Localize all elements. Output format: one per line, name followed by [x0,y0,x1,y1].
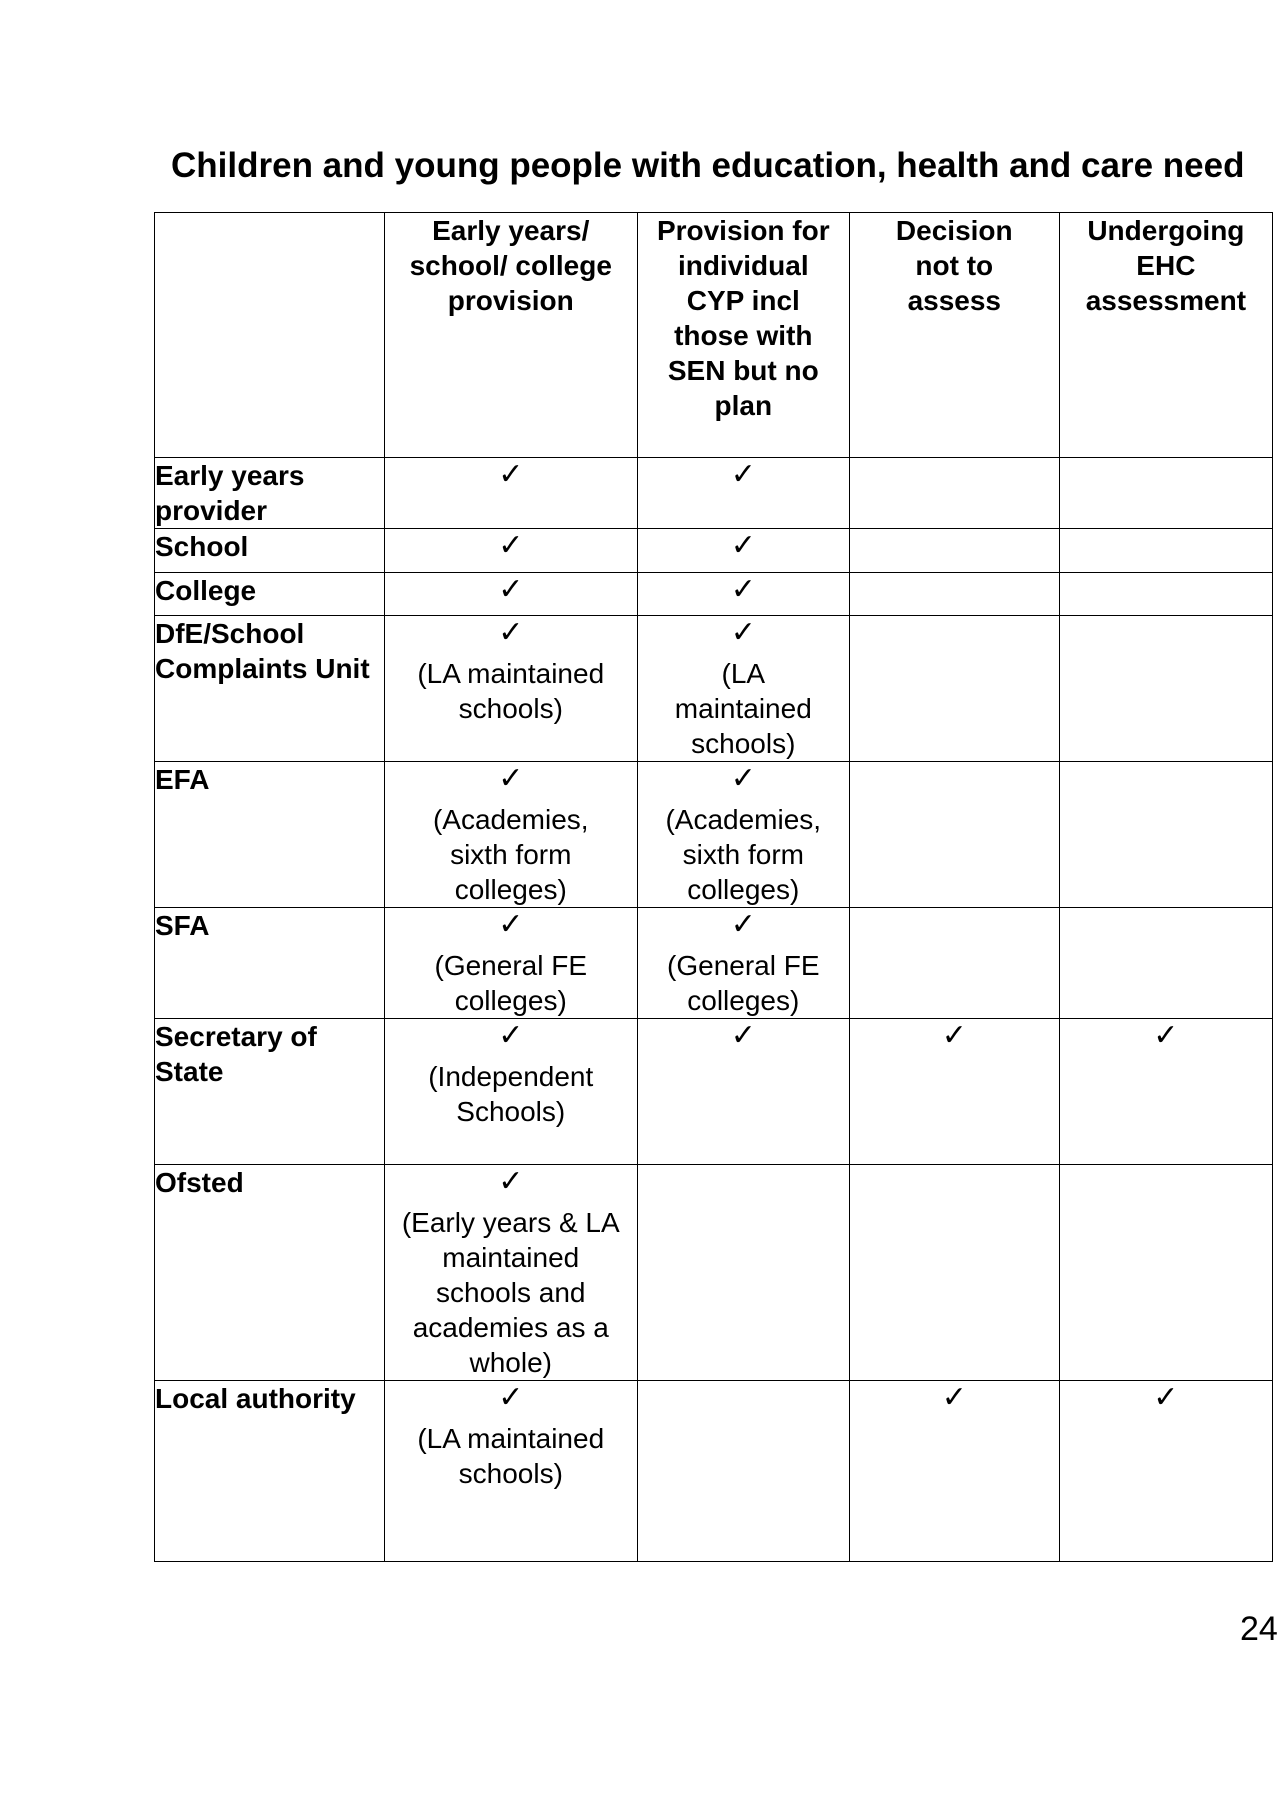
check-icon [638,1165,849,1199]
table-cell [849,1381,1059,1562]
table-cell [1059,573,1272,616]
page-number: 24 [1240,1610,1278,1648]
row-label: Local authority [155,1381,385,1562]
table-cell [384,458,637,529]
cell-note: (Academies, sixth form colleges) [665,804,822,905]
check-icon [850,1165,1059,1199]
table-cell [849,573,1059,616]
check-icon [850,616,1059,650]
check-icon: ✓ [730,761,756,796]
check-icon [1060,616,1272,650]
check-icon [1060,573,1272,607]
row-label: College [155,573,385,616]
check-icon [1060,529,1272,563]
cell-note: (LA maintained schools) [417,658,605,724]
table-cell [849,616,1059,762]
table-cell [1059,762,1272,908]
row-label: EFA [155,762,385,908]
table-cell [384,573,637,616]
table-row [155,573,1273,616]
table-cell [637,1381,849,1562]
page-title: Children and young people with education, health and care need [171,146,1245,185]
row-label: Early years provider [155,458,385,529]
column-header-early-years-school-college: Early years/ school/ college provision [384,213,637,458]
table-row [155,529,1273,573]
table-cell [637,908,849,1019]
check-icon: ✓ [498,1018,524,1053]
column-header-decision-not-to-assess: Decision not to assess [849,213,1059,458]
row-label: SFA [155,908,385,1019]
check-icon: ✓ [498,615,524,650]
table-cell [384,529,637,573]
check-icon [1060,908,1272,942]
table-cell [1059,908,1272,1019]
column-header-undergoing-assessment: Undergoing EHC assessment [1059,213,1272,458]
table-row [155,458,1273,529]
table-cell [637,529,849,573]
table-cell [637,762,849,908]
row-label: School [155,529,385,573]
check-icon: ✓ [941,1380,967,1415]
table-cell [849,1165,1059,1381]
check-icon [850,529,1059,563]
table-cell [1059,458,1272,529]
check-icon: ✓ [1153,1018,1179,1053]
check-icon [638,1381,849,1415]
table-cell [849,458,1059,529]
cell-note: (LA maintained schools) [674,658,812,759]
check-icon [850,458,1059,492]
cell-note: (General FE colleges) [667,950,820,1016]
table-cell [637,616,849,762]
check-icon: ✓ [941,1018,967,1053]
check-icon [850,573,1059,607]
check-icon: ✓ [498,1380,524,1415]
check-icon: ✓ [730,907,756,942]
check-icon [1060,762,1272,796]
table-cell [637,573,849,616]
table-cell [637,1165,849,1381]
cell-note: (Independent Schools) [428,1061,594,1127]
column-header-blank [155,213,385,458]
cell-note: (Early years & LA maintained schools and academies as a whole) [401,1207,620,1378]
table-cell [1059,529,1272,573]
check-icon [1060,1165,1272,1199]
table-cell [384,1381,637,1562]
table-cell [384,1165,637,1381]
cell-note: (Academies, sixth form colleges) [432,804,589,905]
table-row [155,616,1273,762]
check-icon: ✓ [498,907,524,942]
check-icon: ✓ [498,1164,524,1199]
table-cell [849,529,1059,573]
table-row [155,762,1273,908]
check-icon [850,908,1059,942]
check-icon: ✓ [730,615,756,650]
check-icon: ✓ [498,457,524,492]
table-row [155,1381,1273,1562]
check-icon: ✓ [498,528,524,563]
row-label: DfE/School Complaints Unit [155,616,385,762]
table-cell [1059,1381,1272,1562]
row-label: Ofsted [155,1165,385,1381]
table-cell [1059,1165,1272,1381]
table-header-row [155,213,1273,458]
check-icon: ✓ [730,572,756,607]
check-icon: ✓ [1153,1380,1179,1415]
table-cell [384,616,637,762]
column-header-individual-provision: Provision for individual CYP incl those with SEN but no plan [637,213,849,458]
check-icon [1060,458,1272,492]
table-cell [849,762,1059,908]
table-cell [637,458,849,529]
check-icon: ✓ [498,572,524,607]
table-cell [849,908,1059,1019]
table-row [155,1165,1273,1381]
table-cell [384,762,637,908]
table-cell [1059,1019,1272,1165]
row-label: Secretary of State [155,1019,385,1165]
table-row [155,908,1273,1019]
check-icon: ✓ [498,761,524,796]
check-icon [850,762,1059,796]
cell-note: (LA maintained schools) [417,1423,605,1489]
table-cell [384,908,637,1019]
check-icon: ✓ [730,528,756,563]
complaints-table [154,212,1273,1562]
check-icon: ✓ [730,1018,756,1053]
table-cell [849,1019,1059,1165]
table-cell [1059,616,1272,762]
table-row [155,1019,1273,1165]
table-cell [637,1019,849,1165]
cell-note: (General FE colleges) [434,950,587,1016]
check-icon: ✓ [730,457,756,492]
table-cell [384,1019,637,1165]
